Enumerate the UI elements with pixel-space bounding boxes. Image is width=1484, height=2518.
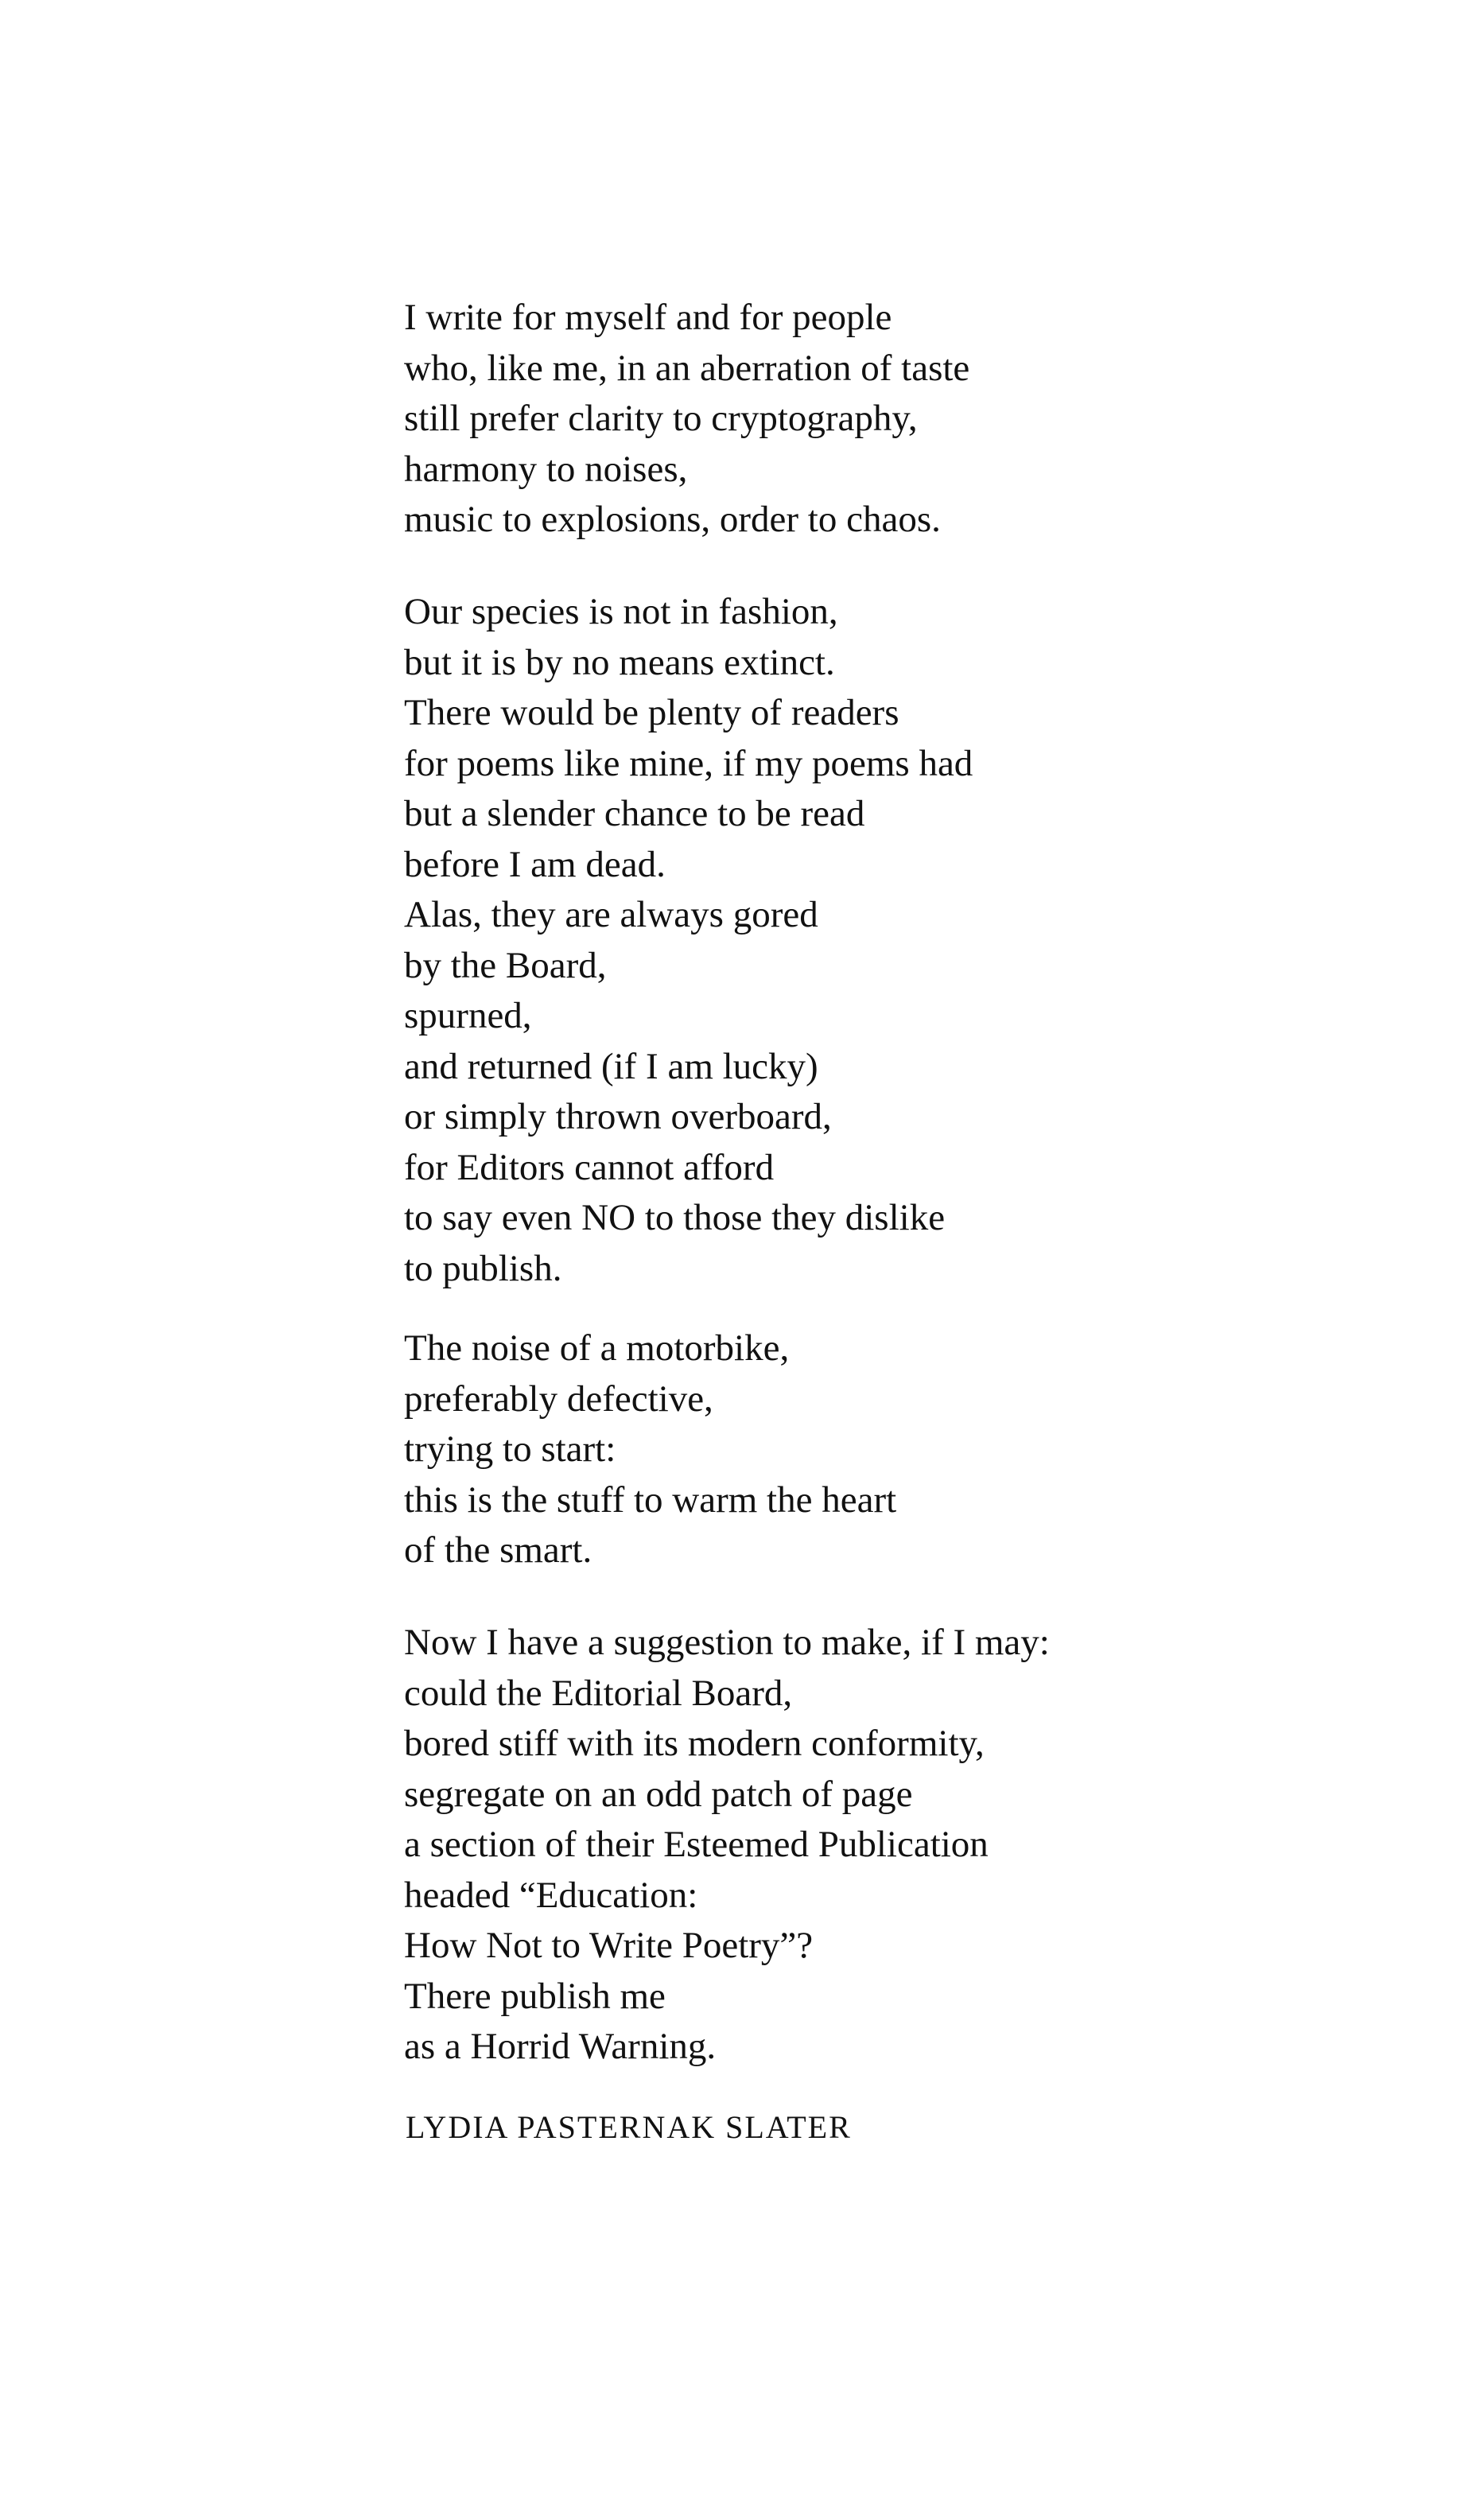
poem-line: but it is by no means extinct. (404, 641, 835, 683)
poem-line: The noise of a motorbike, (404, 1327, 790, 1369)
poem-line: headed “Education: (404, 1874, 698, 1916)
poem-line: who, like me, in an aberration of taste (404, 347, 970, 389)
poem-line: How Not to Write Poetry”? (404, 1925, 814, 1966)
poem-line: this is the stuff to warm the heart (404, 1479, 897, 1521)
poem-line: trying to start: (404, 1428, 616, 1470)
poem-line: before I am dead. (404, 843, 666, 885)
poem-line: There would be plenty of readers (404, 692, 899, 733)
stanza-2 (404, 587, 973, 1294)
poem-line: preferably defective, (404, 1378, 713, 1420)
poem-line: music to explosions, order to chaos. (404, 499, 941, 540)
poem-line: a section of their Esteemed Publication (404, 1824, 989, 1865)
poem-line: segregate on an odd patch of page (404, 1773, 913, 1815)
poem-line: spurned, (404, 995, 532, 1036)
poem-line: as a Horrid Warning. (404, 2026, 717, 2067)
poem-line: to say even NO to those they dislike (404, 1197, 946, 1238)
poem-line: to publish. (404, 1247, 562, 1289)
poem-line: and returned (if I am lucky) (404, 1045, 818, 1087)
poem-line: for poems like mine, if my poems had (404, 742, 973, 784)
poem-line: Alas, they are always gored (404, 894, 818, 935)
poem-line: by the Board, (404, 944, 607, 986)
poem-line: There publish me (404, 1975, 666, 2017)
poem-line: harmony to noises, (404, 448, 688, 490)
poem-line: still prefer clarity to cryptography, (404, 398, 918, 439)
poem-line: of the smart. (404, 1529, 592, 1571)
poem-line: Now I have a suggestion to make, if I may: (404, 1622, 1050, 1663)
poem-line: could the Editorial Board, (404, 1672, 793, 1714)
poem-line: or simply thrown overboard, (404, 1096, 832, 1137)
poem-author: LYDIA PASTERNAK SLATER (406, 2109, 852, 2145)
poem-line: for Editors cannot afford (404, 1146, 775, 1188)
poem-line: bored stiff with its modern conformity, (404, 1723, 985, 1764)
stanza-1 (404, 293, 969, 546)
poem-line: Our species is not in fashion, (404, 591, 838, 632)
poem-line: but a slender chance to be read (404, 793, 865, 834)
poem-line: I write for myself and for people (404, 297, 892, 338)
stanza-3 (404, 1323, 896, 1576)
stanza-4 (404, 1618, 1050, 2073)
